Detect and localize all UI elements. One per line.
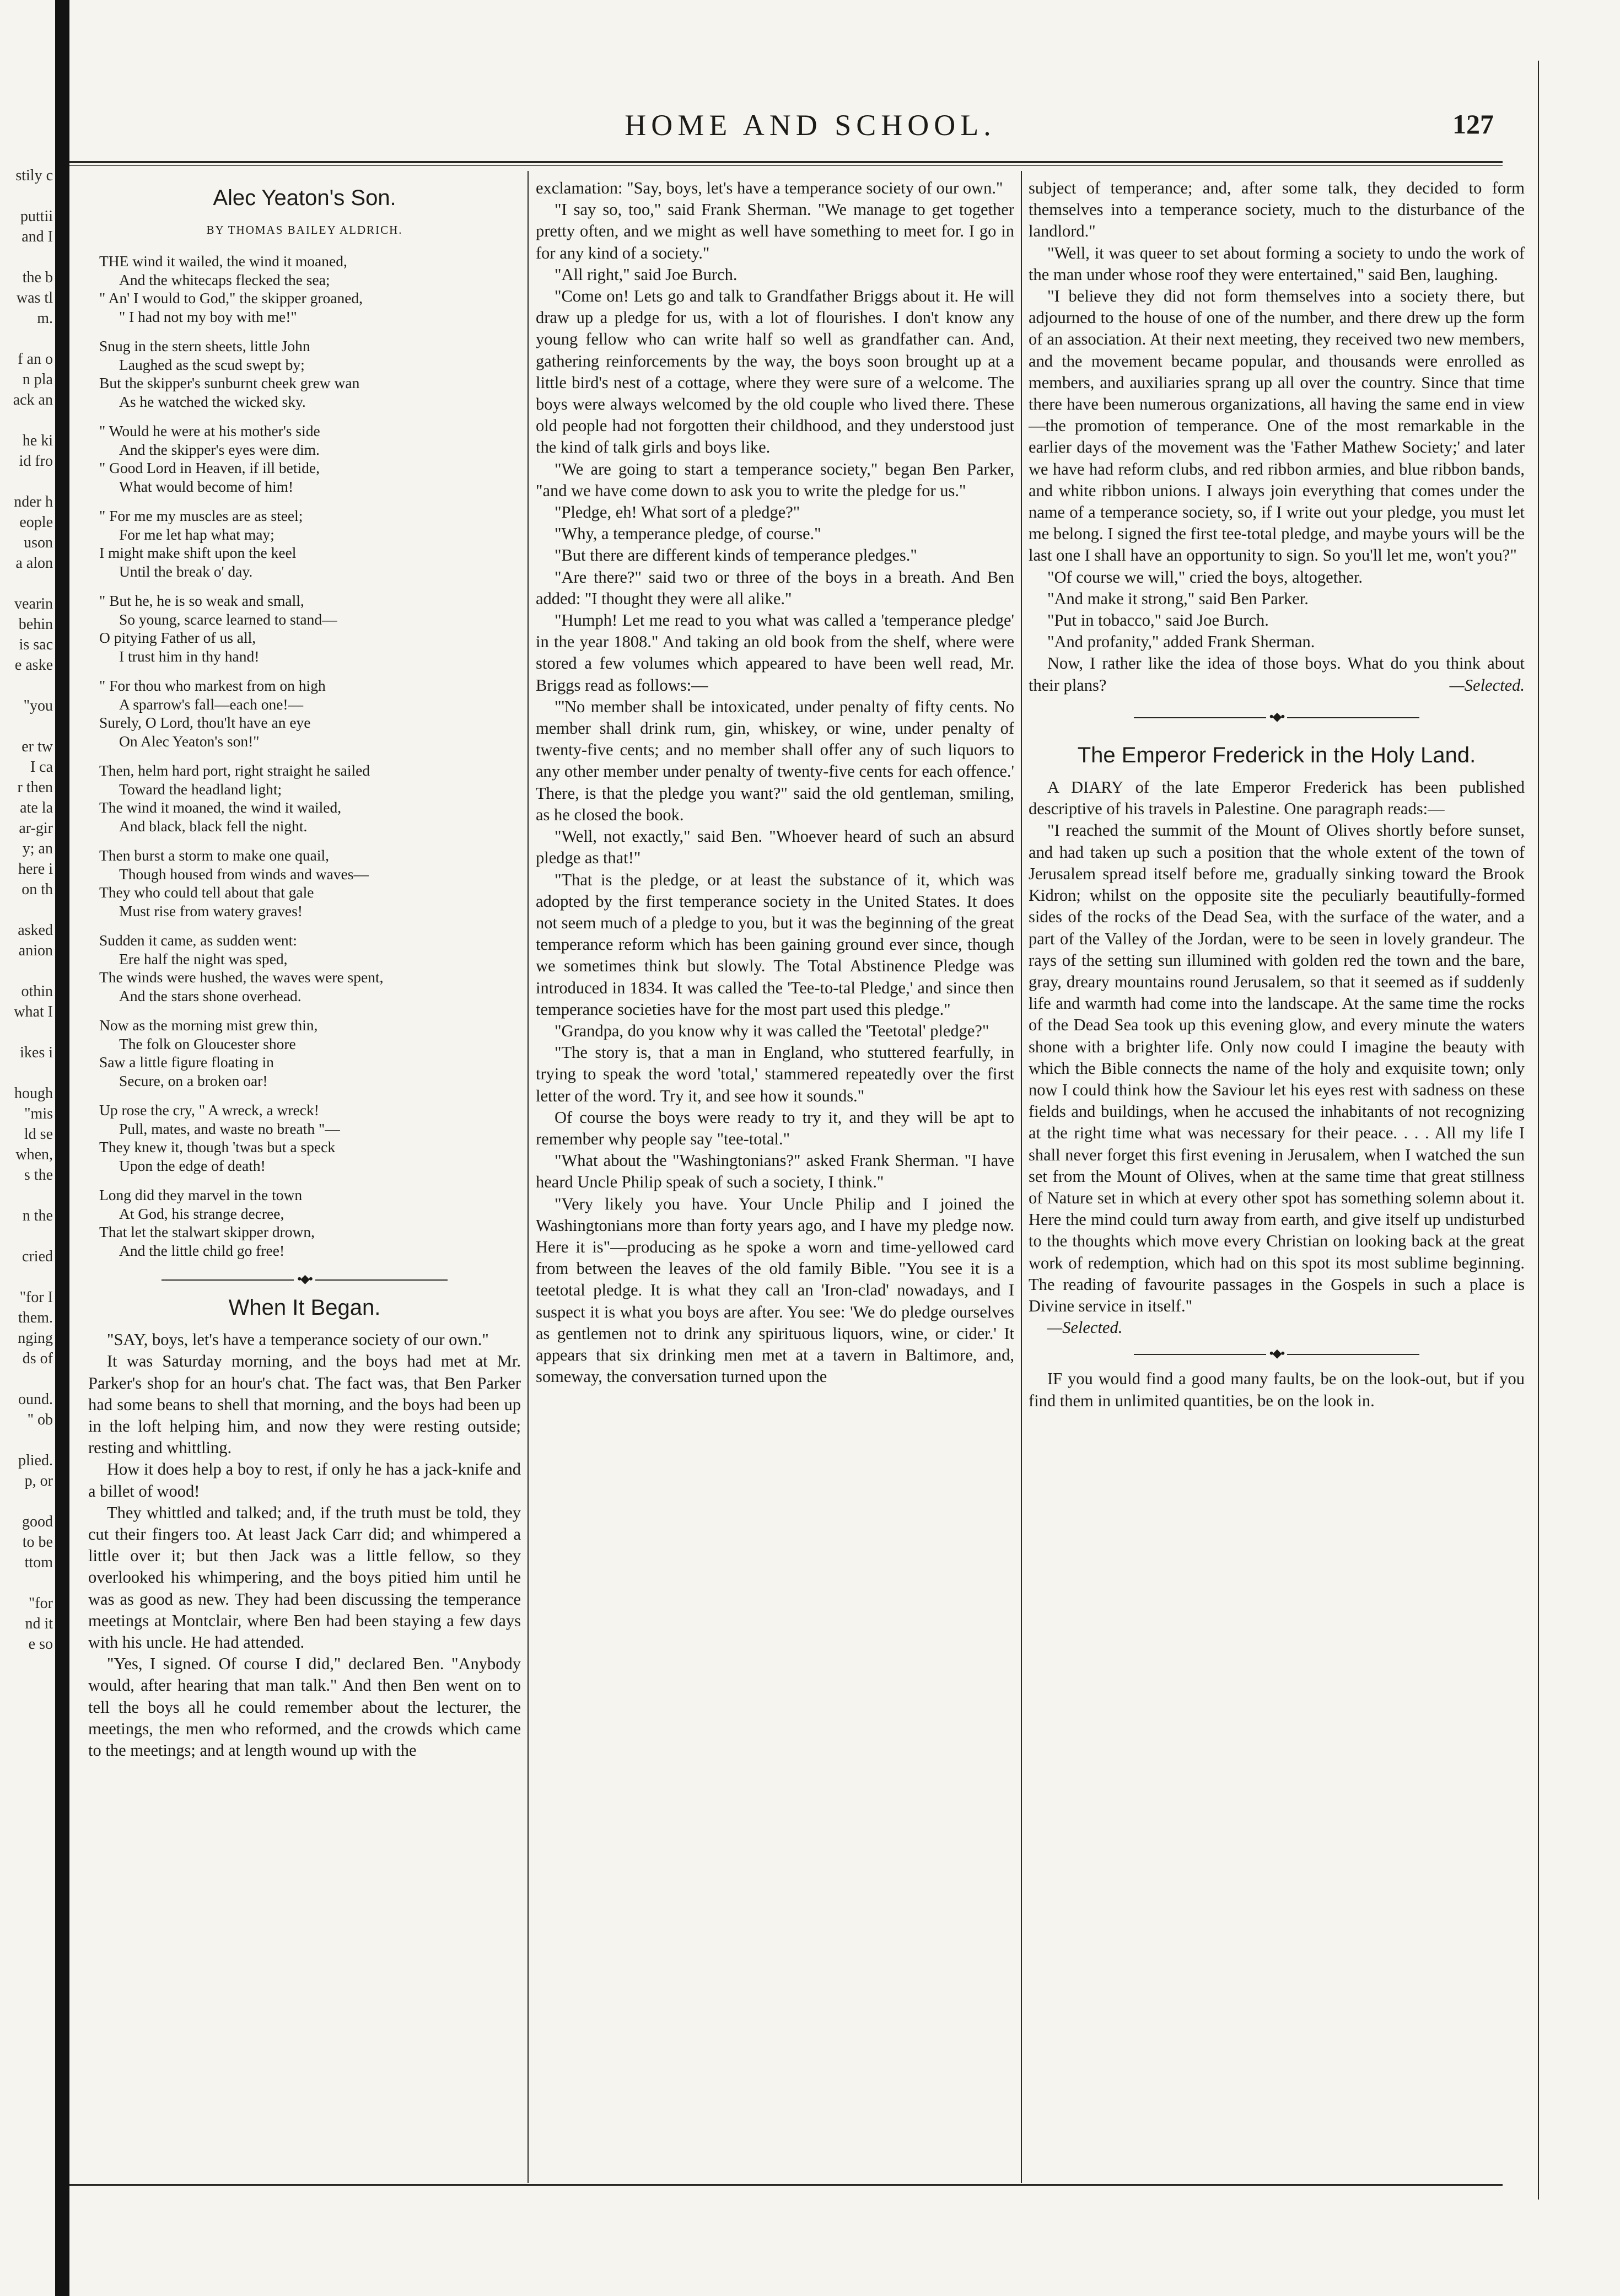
edge-fragment: " ob: [27, 1411, 53, 1428]
edge-fragment: what I: [14, 1003, 53, 1020]
poem-line: Laughed as the scud swept by;: [119, 356, 305, 373]
poem-line: And the skipper's eyes were dim.: [119, 440, 320, 458]
edge-fragment: and I: [21, 228, 53, 245]
poem-stanza: [99, 676, 521, 750]
poem-line: Sudden it came, as sudden went:: [99, 932, 297, 949]
edge-fragment: [0, 573, 53, 594]
edge-fragment: y; an: [22, 840, 53, 857]
edge-fragment: asked: [18, 922, 53, 939]
poem-line: A sparrow's fall—each one!—: [119, 695, 304, 713]
poem-line: Though housed from winds and waves—: [119, 865, 369, 883]
poem-line: O pitying Father of us all,: [99, 629, 256, 647]
edge-fragment: [0, 900, 53, 920]
poem-stanza: [99, 1101, 521, 1175]
poem-stanza: [99, 931, 521, 1005]
edge-fragment: nd it: [25, 1615, 53, 1632]
poem-line: " I had not my boy with me!": [119, 308, 297, 325]
poem-stanza: [99, 592, 521, 665]
paragraph: subject of temperance; and, after some talk, they decided to form themselves into a temperance society, much to the disturbance of the landlord.": [1029, 179, 1525, 241]
paragraph: "I believe they did not form themselves into a society there, but adjourned to the house of one of the number, and there drew up the form of an association. At their next meeting, they received two new members, and the movement became popular, and thousands were enrolled as members, and auxiliaries sprang up all over the country. Since that time there have been numerous organizations, all having the same end in view—the promotion of temperance. One of the most remarkable in the earlier days of the movement was the 'Father Mathew Society;' and later we have had reform clubs, and red ribbon armies, and blue ribbon bands, and white ribbon unions. I always join everything that comes under the name of a temperance society, so, if I write out your pledge, you must let me belong. I signed the first tee-total pledge, and maybe yours will be the last one I shall have an opportunity to sign. So you'll let me, won't you?": [1029, 287, 1525, 565]
right-margin-rule: [1538, 61, 1539, 2200]
edge-fragment: anion: [18, 942, 53, 959]
poem-line: " For thou who markest from on high: [99, 677, 326, 695]
edge-fragment: e so: [28, 1636, 53, 1653]
poem-line: What would become of him!: [119, 477, 294, 495]
edge-fragment: [0, 1491, 53, 1512]
paragraph: "I say so, too," said Frank Sherman. "We manage to get together pretty often, and we might as well have something to meet for. I go in for any kind of a society.": [536, 200, 1014, 262]
story-title: When It Began.: [228, 1295, 381, 1320]
poem-line: Up rose the cry, " A wreck, a wreck!: [99, 1101, 319, 1119]
paragraph: "What about the "Washingtonians?" asked Frank Sherman. "I have heard Uncle Philip speak of such a society, I think.": [536, 1151, 1014, 1192]
edge-fragment: othin: [21, 983, 53, 1000]
edge-fragment: ate la: [20, 799, 53, 816]
edge-fragment: behin: [18, 616, 53, 633]
paragraph: "Well, not exactly," said Ben. "Whoever heard of such an absurd pledge as that!": [536, 827, 1014, 868]
top-rule: [69, 161, 1503, 163]
poem-line: Now as the morning mist grew thin,: [99, 1017, 318, 1034]
column-rule-2: [1021, 171, 1022, 2183]
edge-fragment: when,: [15, 1146, 53, 1163]
poem-line: They knew it, though 'twas but a speck: [99, 1138, 336, 1156]
poem-stanza: [99, 422, 521, 496]
poem-line: " For me my muscles are as steel;: [99, 507, 303, 525]
edge-fragment: uson: [24, 534, 53, 551]
edge-fragment: nging: [18, 1330, 53, 1347]
story-text-part-2: [536, 178, 1014, 1388]
poem-line: The winds were hushed, the waves were spent,: [99, 969, 384, 986]
poem-byline: BY THOMAS BAILEY ALDRICH.: [206, 223, 403, 236]
edge-fragment: nder h: [14, 493, 53, 510]
edge-fragment: ld se: [24, 1126, 53, 1143]
edge-fragment: puttii: [20, 208, 53, 225]
edge-fragment: [0, 1185, 53, 1206]
paragraph: "Very likely you have. Your Uncle Philip and I joined the Washingtonians more than forty years ago, and I have my pledge now. Here it is"—producing as he spoke a worn and time-yellowed card from between the leaves of the old family Bible. "You see it is a teetotal pledge. It is what they call an 'Iron-clad' nowadays, and I suspect it is what you boys are after. You see: 'We do pledge ourselves as gentlemen not to drink any spirituous liquors, wine, or cider.' It appears that six drinking men met at a tavern in Baltimore, and, someway, the conversation turned upon the: [536, 1194, 1014, 1386]
edge-fragment: is sac: [19, 636, 53, 653]
poem-line: " Would he were at his mother's side: [99, 422, 320, 440]
edge-fragment: "for: [28, 1595, 53, 1612]
poem-line: Until the break o' day.: [119, 562, 253, 580]
poem-line: " But he, he is so weak and small,: [99, 592, 304, 610]
poem-line: And the stars shone overhead.: [119, 987, 302, 1004]
edge-fragment: er tw: [21, 738, 53, 755]
paragraph: "Why, a temperance pledge, of course.": [555, 524, 821, 544]
poem-line: So young, scarce learned to stand—: [119, 610, 337, 628]
poem-line: As he watched the wicked sky.: [119, 392, 306, 410]
poem-stanza: [99, 1016, 521, 1090]
edge-fragment: ound.: [18, 1391, 53, 1408]
edge-fragment: m.: [37, 310, 53, 327]
section-divider-2: •◆•: [1029, 708, 1525, 725]
binding-gutter: [55, 0, 69, 2296]
poem-stanza: [99, 337, 521, 411]
paragraph: "And make it strong," said Ben Parker.: [1047, 589, 1309, 608]
poem-line: On Alec Yeaton's son!": [119, 732, 260, 750]
emperor-credit: —Selected.: [1047, 1318, 1123, 1337]
edge-fragment: s the: [24, 1166, 53, 1184]
poem-line: And black, black fell the night.: [119, 817, 308, 835]
edge-fragment: e aske: [14, 657, 53, 674]
edge-fragment: [0, 186, 53, 206]
edge-fragment: the b: [22, 269, 53, 286]
poem-line: I might make shift upon the keel: [99, 544, 297, 562]
paragraph: Of course the boys were ready to try it, and they will be apt to remember why people say "tee-total.": [536, 1107, 1014, 1148]
edge-fragment: [0, 247, 53, 267]
paragraph: "Well, it was queer to set about forming a society to undo the work of the man under whose roof they were entertained," said Ben, laughing.: [1029, 243, 1525, 284]
paragraph: "The story is, that a man in England, who stuttered fearfully, in trying to speak the word 'total,' stammered repeatedly over the first letter of the word. Try it, and see how it sounds.": [536, 1043, 1014, 1105]
paragraph: A DIARY of the late Emperor Frederick has been published descriptive of his travels in Palestine. One paragraph reads:—: [1029, 778, 1525, 819]
edge-fragment: [0, 471, 53, 492]
paragraph: Now, I rather like the idea of those boys. What do you think about their plans?: [1029, 654, 1525, 695]
poem-line: I trust him in thy hand!: [119, 647, 260, 665]
edge-fragment: hough: [14, 1085, 53, 1102]
paragraph: "That is the pledge, or at least the substance of it, which was adopted by the first temperance society in the United States. It does not seem much of a pledge to you, but it was the beginning of the great temperance reform which has been gaining ground ever since, though we sometimes think but slowly. The Total Abstinence Pledge was introduced in 1834. It was called the 'Tee-to-tal Pledge,' and since then temperance societies have for the most part used this pledge.": [536, 870, 1014, 1019]
poem-line: But the skipper's sunburnt cheek grew wan: [99, 374, 360, 392]
edge-fragment: was tl: [16, 289, 53, 307]
edge-fragment: [0, 410, 53, 431]
poem-stanza: [99, 252, 521, 326]
edge-fragment: [0, 1226, 53, 1246]
poem-line: Saw a little figure floating in: [99, 1053, 274, 1071]
edge-fragment: good: [22, 1513, 53, 1530]
edge-fragment: [0, 1063, 53, 1083]
paragraph: "Of course we will," cried the boys, altogether.: [1047, 567, 1363, 587]
poem-line: Pull, mates, and waste no breath "—: [119, 1120, 340, 1137]
poem-line: The wind it moaned, the wind it wailed,: [99, 799, 342, 816]
paragraph: It was Saturday morning, and the boys had met at Mr. Parker's shop for an hour's chat. The fact was, that Ben Parker had some beans to shell that morning, and the boys had been up in the loft helping him, and now they were resting outside; resting and whittling.: [88, 1352, 521, 1458]
edge-fragment: cried: [22, 1248, 53, 1265]
edge-fragment: here i: [18, 861, 53, 878]
paragraph: "Come on! Lets go and talk to Grandfather Briggs about it. He will draw up a pledge for us, with a lot of flourishes. I don't know any young fellow who can write half so well as grandfather can. And, gathering reinforcements by the way, the boys soon brought up at a little bird's nest of a cottage, where they were sure of a welcome. The boys were always welcomed by the old couple who lived there. These old people had not forgotten their childhood, and they understood just the kind of talk girls and boys like.: [536, 287, 1014, 457]
poem-line: " An' I would to God," the skipper groaned,: [99, 289, 363, 307]
edge-fragment: plied.: [18, 1452, 53, 1469]
poem-line: Long did they marvel in the town: [99, 1186, 303, 1204]
edge-fragment: ds of: [22, 1350, 53, 1367]
poem-line: The folk on Gloucester shore: [119, 1035, 296, 1052]
top-rule-thin: [69, 165, 1503, 166]
edge-fragment: [0, 1267, 53, 1287]
column-2: [536, 178, 1014, 1388]
bottom-rule: [69, 2184, 1503, 2186]
edge-fragment: ack an: [13, 391, 53, 408]
edge-fragment: [0, 716, 53, 736]
paragraph: "Pledge, eh! What sort of a pledge?": [555, 503, 800, 522]
edge-fragment: he ki: [22, 432, 53, 449]
poem-line: Must rise from watery graves!: [119, 902, 303, 920]
paragraph: "Yes, I signed. Of course I did," declared Ben. "Anybody would, after hearing that man talk." And then Ben went on to tell the boys all he could remember about the lecturer, the meetings, the men who reformed, and the crowds which came to the meetings; and at length wound up with the: [88, 1654, 521, 1760]
edge-fragment: them.: [18, 1309, 53, 1326]
paragraph: exclamation: "Say, boys, let's have a temperance society of our own.": [536, 179, 1003, 197]
paragraph: They whittled and talked; and, if the truth must be told, they cut their fingers too. At least Jack Carr did; and whimpered a little over it; but then Jack was a little fellow, so they overlooked his whimpering, and the boys pitied him until he was as good as new. They had been discussing the temperance meetings at Montclair, where Ben had been staying a few days with his uncle. He had attended.: [88, 1503, 521, 1652]
edge-fragment: [0, 1430, 53, 1450]
paragraph: How it does help a boy to rest, if only he has a jack-knife and a billet of wood!: [88, 1460, 521, 1501]
paragraph: "Are there?" said two or three of the boys in a breath. And Ben added: "I thought they were all alike.": [536, 567, 1014, 608]
edge-fragment: p, or: [24, 1472, 53, 1490]
edge-fragment: vearin: [14, 595, 53, 612]
paragraph: "All right," said Joe Burch.: [555, 265, 738, 284]
previous-page-edge-text: [0, 165, 53, 2183]
poem-line: They who could tell about that gale: [99, 884, 314, 901]
poem-line: At God, his strange decree,: [119, 1205, 284, 1222]
edge-fragment: stily c: [15, 167, 53, 184]
column-1: [88, 178, 521, 1761]
poem-line: For me let hap what may;: [119, 525, 275, 543]
section-divider: •◆•: [88, 1271, 521, 1287]
edge-fragment: n pla: [22, 371, 53, 388]
edge-fragment: [0, 329, 53, 349]
edge-fragment: "you: [23, 697, 53, 714]
paragraph: "And profanity," added Frank Sherman.: [1047, 632, 1315, 652]
edge-fragment: [0, 961, 53, 981]
poem-stanza: [99, 1186, 521, 1260]
edge-fragment: on th: [21, 881, 53, 898]
poem-line: And the whitecaps flecked the sea;: [119, 271, 330, 288]
poem-line: Secure, on a broken oar!: [119, 1072, 268, 1089]
paragraph: "Grandpa, do you know why it was called the 'Teetotal' pledge?": [555, 1021, 989, 1040]
column-3: [1029, 178, 1525, 1412]
edge-fragment: ar-gir: [19, 820, 53, 837]
poem-line: THE wind it wailed, the wind it moaned,: [99, 252, 347, 270]
paragraph: "I reached the summit of the Mount of Olives shortly before sunset, and had taken up such a position that the whole extent of the town of Jerusalem spread itself before me, gradually sinking toward the Brook Kidron; whilst on the opposite site the peculiarly beautifully-formed sides of the rocks of the Dead Sea, with the surface of the water, and a part of the Valley of the Jordan, were to be seen in lovely grandeur. The rays of the setting sun illumined with golden red the town and the bare, gray, dreary mountains round Jerusalem, so that it seemed as if suddenly life and warmth had come into the landscape. At the same time the rocks of the Dead Sea took up this evening glow, and every minute the waters shone with a brighter life. Only now could I imagine the beauty with which the Bible connects the name of the holy and exquisite town; only now I could think how the Saviour let his eyes rest with sadness on these fields and buildings, when he accused the inhabitants of not recognizing at the right time what was necessary for their peace. . . . All my life I shall never forget this first evening in Jerusalem, when I watched the sun set from the Mount of Olives, when at the same time that great stillness of Nature set in which at every other spot has something solemn about it. Here the mind could turn away from earth, and give itself up undisturbed to the thoughts which move every Christian on looking back at the great work of redemption, which had on this spot its most sublime beginning. The reading of favourite passages in the Gospels in such a place is Divine service in itself.": [1029, 821, 1525, 1315]
paragraph: "We are going to start a temperance society," began Ben Parker, "and we have come down to ask you to write the pledge for us.": [536, 459, 1014, 500]
edge-fragment: [0, 1573, 53, 1593]
emperor-title: The Emperor Frederick in the Holy Land.: [1077, 743, 1476, 768]
edge-fragment: [0, 675, 53, 696]
poem-line: Upon the edge of death!: [119, 1157, 266, 1174]
column-rule-1: [528, 171, 529, 2183]
edge-fragment: [0, 1022, 53, 1042]
filler-paragraph: IF you would find a good many faults, be on the look-out, but if you find them in unlimited quantities, be on the look in.: [1029, 1369, 1525, 1410]
story-text-part-3: [1029, 178, 1525, 696]
paragraph: "Humph! Let me read to you what was called a 'temperance pledge' in the year 1808." And taking an old book from the shelf, where were stored a few volumes which appeared to have been well read, Mr. Briggs read as follows:—: [536, 611, 1014, 695]
edge-fragment: n the: [22, 1207, 53, 1224]
edge-fragment: f an o: [18, 351, 53, 368]
poem-line: And the little child go free!: [119, 1241, 285, 1259]
emperor-article-body: [1029, 777, 1525, 1317]
edge-fragment: "for I: [19, 1289, 53, 1306]
paragraph: "SAY, boys, let's have a temperance society of our own.": [107, 1330, 489, 1349]
edge-fragment: [0, 1369, 53, 1389]
poem-line: Toward the headland light;: [119, 780, 282, 798]
poem-body: [88, 252, 521, 1260]
poem-stanza: [99, 761, 521, 835]
edge-fragment: ttom: [24, 1554, 53, 1571]
edge-fragment: to be: [22, 1534, 53, 1551]
edge-fragment: eople: [19, 514, 53, 531]
paragraph: "'No member shall be intoxicated, under penalty of fifty cents. No member shall drink rum, gin, whiskey, or wine, under penalty of twenty-five cents; and no member shall offer any of such liquors to any other member under penalty of twenty-five cents for each offence.' There, is that the pledge you want?" said the old gentleman, smiling, as he closed the book.: [536, 697, 1014, 824]
edge-fragment: "mis: [24, 1105, 53, 1122]
story-text-part-1: [88, 1329, 521, 1761]
running-head: HOME AND SCHOOL.: [625, 109, 996, 142]
poem-stanza: [99, 507, 521, 580]
edge-fragment: ikes i: [20, 1044, 53, 1061]
poem-stanza: [99, 846, 521, 920]
poem-line: Then burst a storm to make one quail,: [99, 847, 329, 864]
poem-line: Ere half the night was sped,: [119, 950, 288, 967]
paragraph: "Put in tobacco," said Joe Burch.: [1047, 611, 1269, 630]
paragraph: "But there are different kinds of temperance pledges.": [555, 546, 917, 565]
page-number: 127: [1452, 109, 1494, 139]
edge-fragment: a alon: [15, 555, 53, 572]
edge-fragment: id fro: [19, 453, 53, 470]
edge-fragment: r then: [17, 779, 53, 796]
story-credit: —Selected.: [1449, 675, 1525, 695]
section-divider-3: •◆•: [1029, 1345, 1525, 1362]
poem-line: " Good Lord in Heaven, if ill betide,: [99, 459, 320, 477]
poem-line: Snug in the stern sheets, little John: [99, 337, 310, 355]
poem-line: Then, helm hard port, right straight he sailed: [99, 762, 370, 779]
edge-fragment: I ca: [30, 759, 53, 776]
poem-line: Surely, O Lord, thou'lt have an eye: [99, 714, 311, 732]
poem-line: That let the stalwart skipper drown,: [99, 1223, 315, 1241]
poem-title: Alec Yeaton's Son.: [213, 186, 396, 210]
